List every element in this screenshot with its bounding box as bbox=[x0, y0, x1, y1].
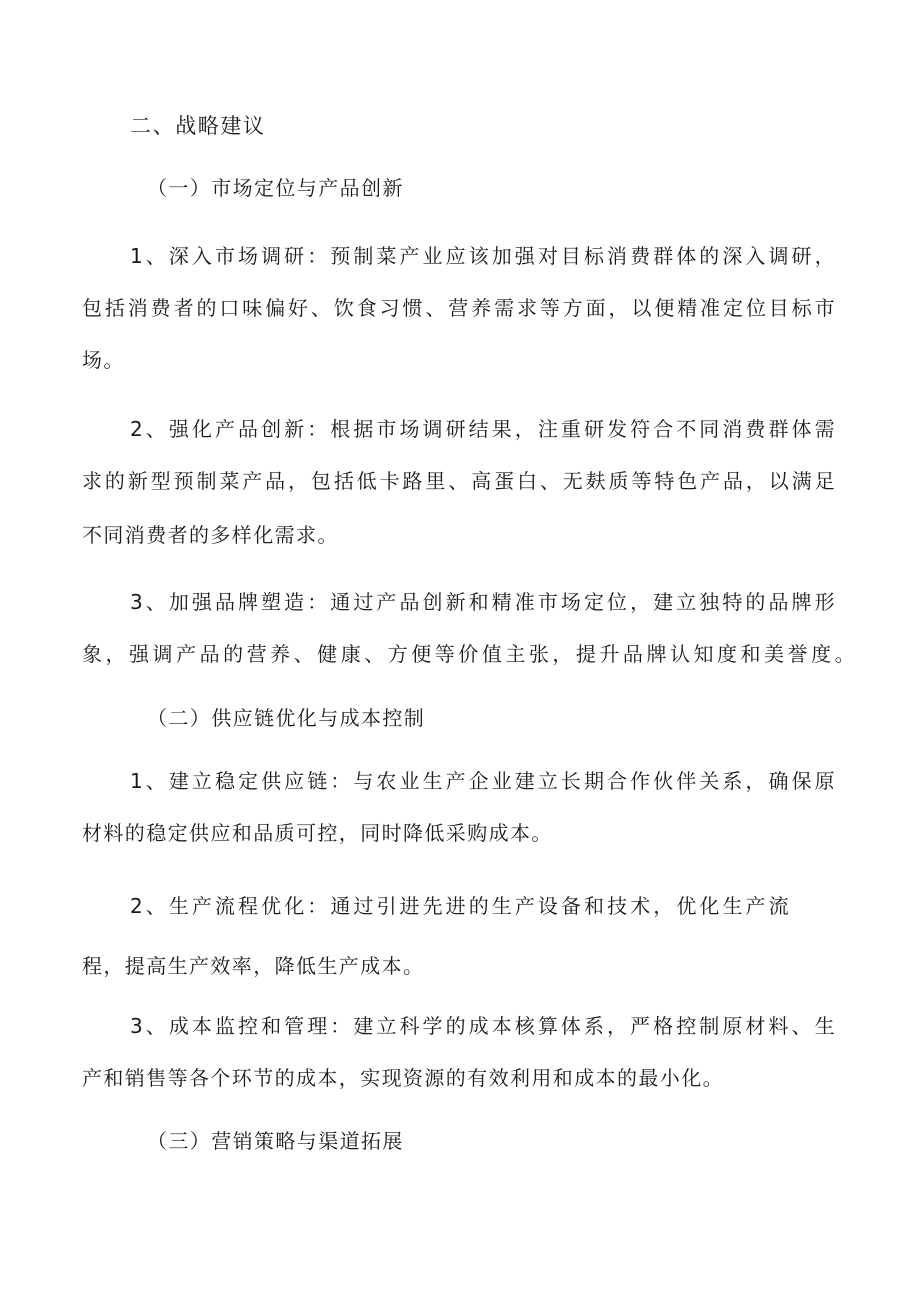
paragraph-line: 产和销售等各个环节的成本，实现资源的有效利用和成本的最小化。 bbox=[82, 1066, 724, 1090]
section-title: 二、战略建议 bbox=[130, 114, 266, 138]
paragraph-line: 程，提高生产效率，降低生产成本。 bbox=[82, 954, 425, 978]
subsection-title-2: （二）供应链优化与成本控制 bbox=[147, 706, 426, 730]
paragraph-line: 材料的稳定供应和品质可控，同时降低采购成本。 bbox=[82, 821, 553, 845]
paragraph-line: 不同消费者的多样化需求。 bbox=[82, 523, 339, 547]
subsection-title-1: （一）市场定位与产品创新 bbox=[147, 176, 404, 200]
paragraph-line: 1、深入市场调研：预制菜产业应该加强对目标消费群体的深入调研， bbox=[130, 244, 836, 268]
paragraph-line: 2、生产流程优化：通过引进先进的生产设备和技术，优化生产流 bbox=[130, 894, 790, 918]
paragraph-line: 象，强调产品的营养、健康、方便等价值主张，提升品牌认知度和美誉度。 bbox=[82, 642, 856, 666]
paragraph-line: 场。 bbox=[82, 348, 125, 372]
paragraph-line: 1、建立稳定供应链：与农业生产企业建立长期合作伙伴关系，确保原 bbox=[130, 769, 836, 793]
subsection-title-3: （三）营销策略与渠道拓展 bbox=[147, 1129, 404, 1153]
paragraph-line: 3、加强品牌塑造：通过产品创新和精准市场定位，建立独特的品牌形 bbox=[130, 590, 836, 614]
paragraph-line: 2、强化产品创新：根据市场调研结果，注重研发符合不同消费群体需 bbox=[130, 417, 836, 441]
paragraph-line: 求的新型预制菜产品，包括低卡路里、高蛋白、无麸质等特色产品，以满足 bbox=[82, 469, 836, 493]
paragraph-line: 3、成本监控和管理：建立科学的成本核算体系，严格控制原材料、生 bbox=[130, 1014, 836, 1038]
paragraph-line: 包括消费者的口味偏好、饮食习惯、营养需求等方面，以便精准定位目标市 bbox=[82, 296, 836, 320]
